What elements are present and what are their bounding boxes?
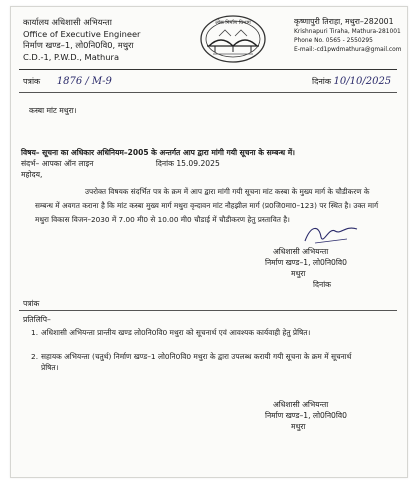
signature-block-1 <box>265 246 347 279</box>
signatory-division: निर्माण खण्ड–1, लो0नि0वि0 <box>265 258 347 267</box>
reference-divider <box>19 92 397 93</box>
pwd-seal-logo <box>189 12 277 64</box>
copy-item-number: 2. <box>31 352 39 361</box>
signatory-city: मथुरा <box>291 269 306 278</box>
patrank-row <box>23 76 112 87</box>
signature-dinank-label: दिनांक <box>313 280 332 289</box>
office-name-english: Office of Executive Engineer <box>23 28 141 39</box>
signature-scribble <box>301 221 361 247</box>
reference-text: संदर्भ– आपका ऑन लाइन <box>21 159 94 168</box>
addressee: कस्बा मांट मथुरा। <box>29 106 77 115</box>
email-address: E-mail:-cd1pwdmathura@gmail.com <box>294 47 402 54</box>
patrank-label: पत्रांक <box>23 77 41 86</box>
subject-line: विषय– सूचना का अधिकार अधिनियम–2005 के अन्तर्गत आप द्वारा मांगी गयी सूचना के सम्बन्ध में। <box>21 148 296 157</box>
office-header-right <box>294 17 401 55</box>
copy-item-text: सहायक अभियन्ता (चतुर्थ) निर्माण खण्ड–1 लो0नि0वि0 मथुरा के द्वारा उपलब्ध करायी गयी सूचना के क्रम में सूचनार्थ प्रेषित। <box>41 352 352 372</box>
copy-item-2 <box>31 351 371 373</box>
letter-page <box>10 6 408 478</box>
reference-date: दिनांक 15.09.2025 <box>155 159 220 168</box>
reference-line <box>21 159 220 169</box>
pratilipi-label: प्रतिलिपि– <box>23 315 51 324</box>
division-name-english: C.D.-1, P.W.D., Mathura <box>23 51 120 62</box>
body-paragraph: उपरोक्त विषयक संदर्भित पत्र के क्रम में आप द्वारा मांगी गयी सूचना मांट कस्बा के मुख्य मार्ग के चौडीकरण के सम्बन्ध में अवगत कराना है कि मांट कस्बा मुख्य मार्ग मथुरा वृन्दावन मांट नौहझील मार्ग (प्र0जि0मा0–123) पर स्थित है। उक्त मार्ग मथुरा विकास विजन–2030 में 7.00 मी0 से 10.00 मी0 चौडाई में चौडीकरण हेतु प्रस्तावित है। <box>35 187 379 225</box>
header-divider <box>19 69 397 70</box>
copy-item-number: 1. <box>31 328 39 337</box>
signatory-city: मथुरा <box>291 422 306 431</box>
patrank-value: 1876 / M-9 <box>56 76 112 87</box>
signatory-title: अधिशासी अभियन्ता <box>273 247 329 256</box>
copy-patrank-label: पत्रांक <box>23 299 40 308</box>
address-hindi: कृष्णापुरी तिराहा, मथुरा–282001 <box>294 17 394 26</box>
office-header-left <box>23 17 140 63</box>
dinank-value: 10/10/2025 <box>333 76 392 87</box>
phone-number: Phone No. 0565 - 2550295 <box>294 37 373 44</box>
signature-block-2 <box>265 399 347 432</box>
address-english: Krishnapuri Tiraha, Mathura-281001 <box>294 28 401 35</box>
dinank-row <box>312 76 391 87</box>
office-name-hindi: कार्यालय अधिशासी अभियन्ता <box>23 17 112 27</box>
copy-divider <box>19 310 397 311</box>
copy-item-1 <box>31 327 371 338</box>
salutation: महोदय, <box>21 170 43 179</box>
signatory-division: निर्माण खण्ड–1, लो0नि0वि0 <box>265 411 347 420</box>
signatory-title: अधिशासी अभियन्ता <box>273 400 329 409</box>
svg-text:लोक निर्माण विभाग: लोक निर्माण विभाग <box>215 20 251 26</box>
dinank-label: दिनांक <box>312 77 331 86</box>
division-name-hindi: निर्माण खण्ड–1, लो0नि0वि0, मथुरा <box>23 40 134 51</box>
copy-item-text: अधिशासी अभियन्ता प्रान्तीय खण्ड लो0नि0वि0 मथुरा को सूचनार्थ एवं आवश्यक कार्यवाही हेतु प्रेषित। <box>41 328 311 337</box>
